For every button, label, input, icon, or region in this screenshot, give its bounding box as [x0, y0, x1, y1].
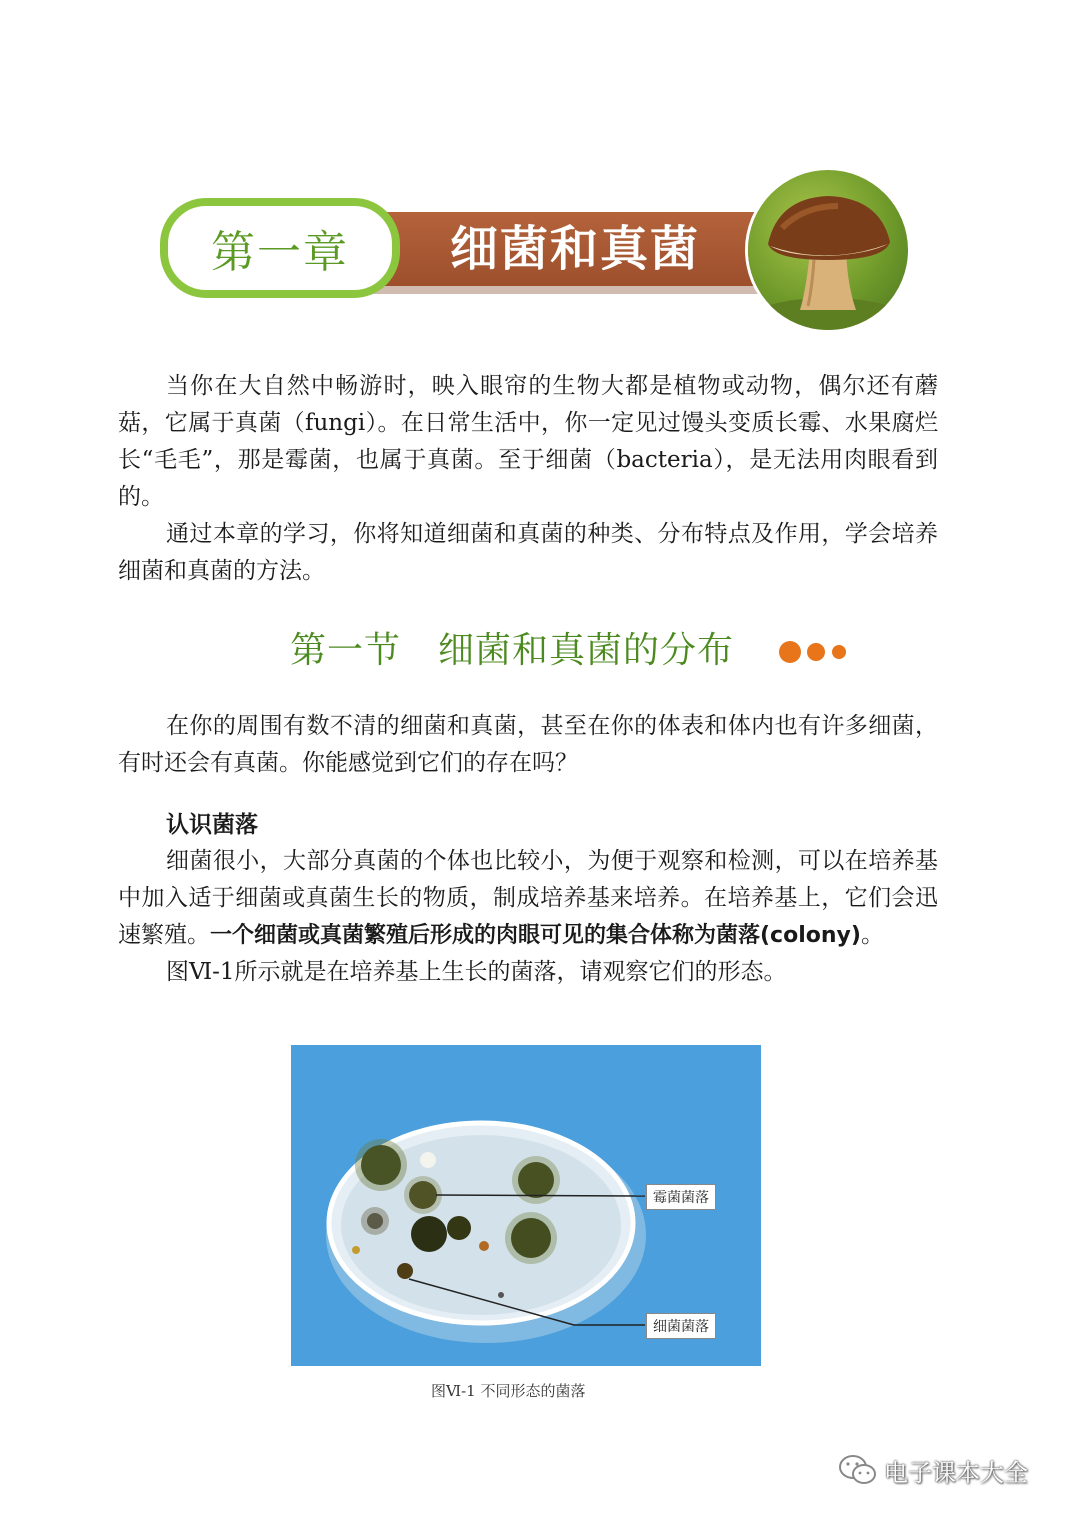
colony-definition: 一个细菌或真菌繁殖后形成的肉眼可见的集合体称为菌落(colony): [210, 923, 861, 948]
section-intro-paragraph: 在你的周围有数不清的细菌和真菌，甚至在你的体表和体内也有许多细菌，有时还会有真菌。你能感觉到它们的存在吗？: [118, 713, 938, 776]
chapter-number-pill: [160, 198, 400, 298]
wechat-icon: [838, 1453, 878, 1487]
section-dots-icon: [778, 640, 858, 664]
subsection-text: [118, 843, 938, 991]
bacteria-colony-label: 细菌菌落: [646, 1313, 716, 1339]
mushroom-photo: [748, 170, 908, 330]
chapter-title: 细菌和真菌: [450, 221, 701, 277]
subsection-heading: 认识菌落: [166, 812, 258, 838]
watermark-text: 电子课本大全: [884, 1458, 1028, 1487]
chapter-number: 第一章: [211, 227, 349, 278]
intro-paragraph-1: 当你在大自然中畅游时，映入眼帘的生物大都是植物或动物，偶尔还有蘑菇，它属于真菌（fungi）。在日常生活中，你一定见过馒头变质长霉、水果腐烂长“毛毛”，那是霉菌，也属于真菌。至于细菌（bacteria），是无法用肉眼看到的。: [118, 373, 938, 510]
mushroom-icon: [748, 170, 908, 330]
mold-colony-label: 霉菌菌落: [646, 1184, 716, 1210]
chapter-banner: [160, 168, 920, 338]
watermark: [838, 1452, 1028, 1488]
section-title: 第一节 细菌和真菌的分布: [290, 630, 735, 671]
figure-caption: 图Ⅵ-1 不同形态的菌落: [431, 1382, 586, 1400]
colony-paragraph-start: 细菌很小，大部分真菌的个体也比较小，为便于观察和检测，可以在培养基中加入适于细菌或真菌生长的物质，制成培养基来培养。在培养基上，它们会迅速繁殖。: [118, 848, 938, 948]
intro-paragraph-2: 通过本章的学习，你将知道细菌和真菌的种类、分布特点及作用，学会培养细菌和真菌的方法。: [118, 521, 938, 584]
colony-paragraph-end: 。: [860, 922, 884, 948]
colony-paragraph: [118, 843, 938, 954]
figure-reference-paragraph: 图Ⅵ-1所示就是在培养基上生长的菌落，请观察它们的形态。: [166, 959, 787, 985]
petri-dish-photo: [291, 1045, 761, 1366]
section-intro-text: [118, 708, 938, 782]
intro-text: [118, 368, 938, 590]
